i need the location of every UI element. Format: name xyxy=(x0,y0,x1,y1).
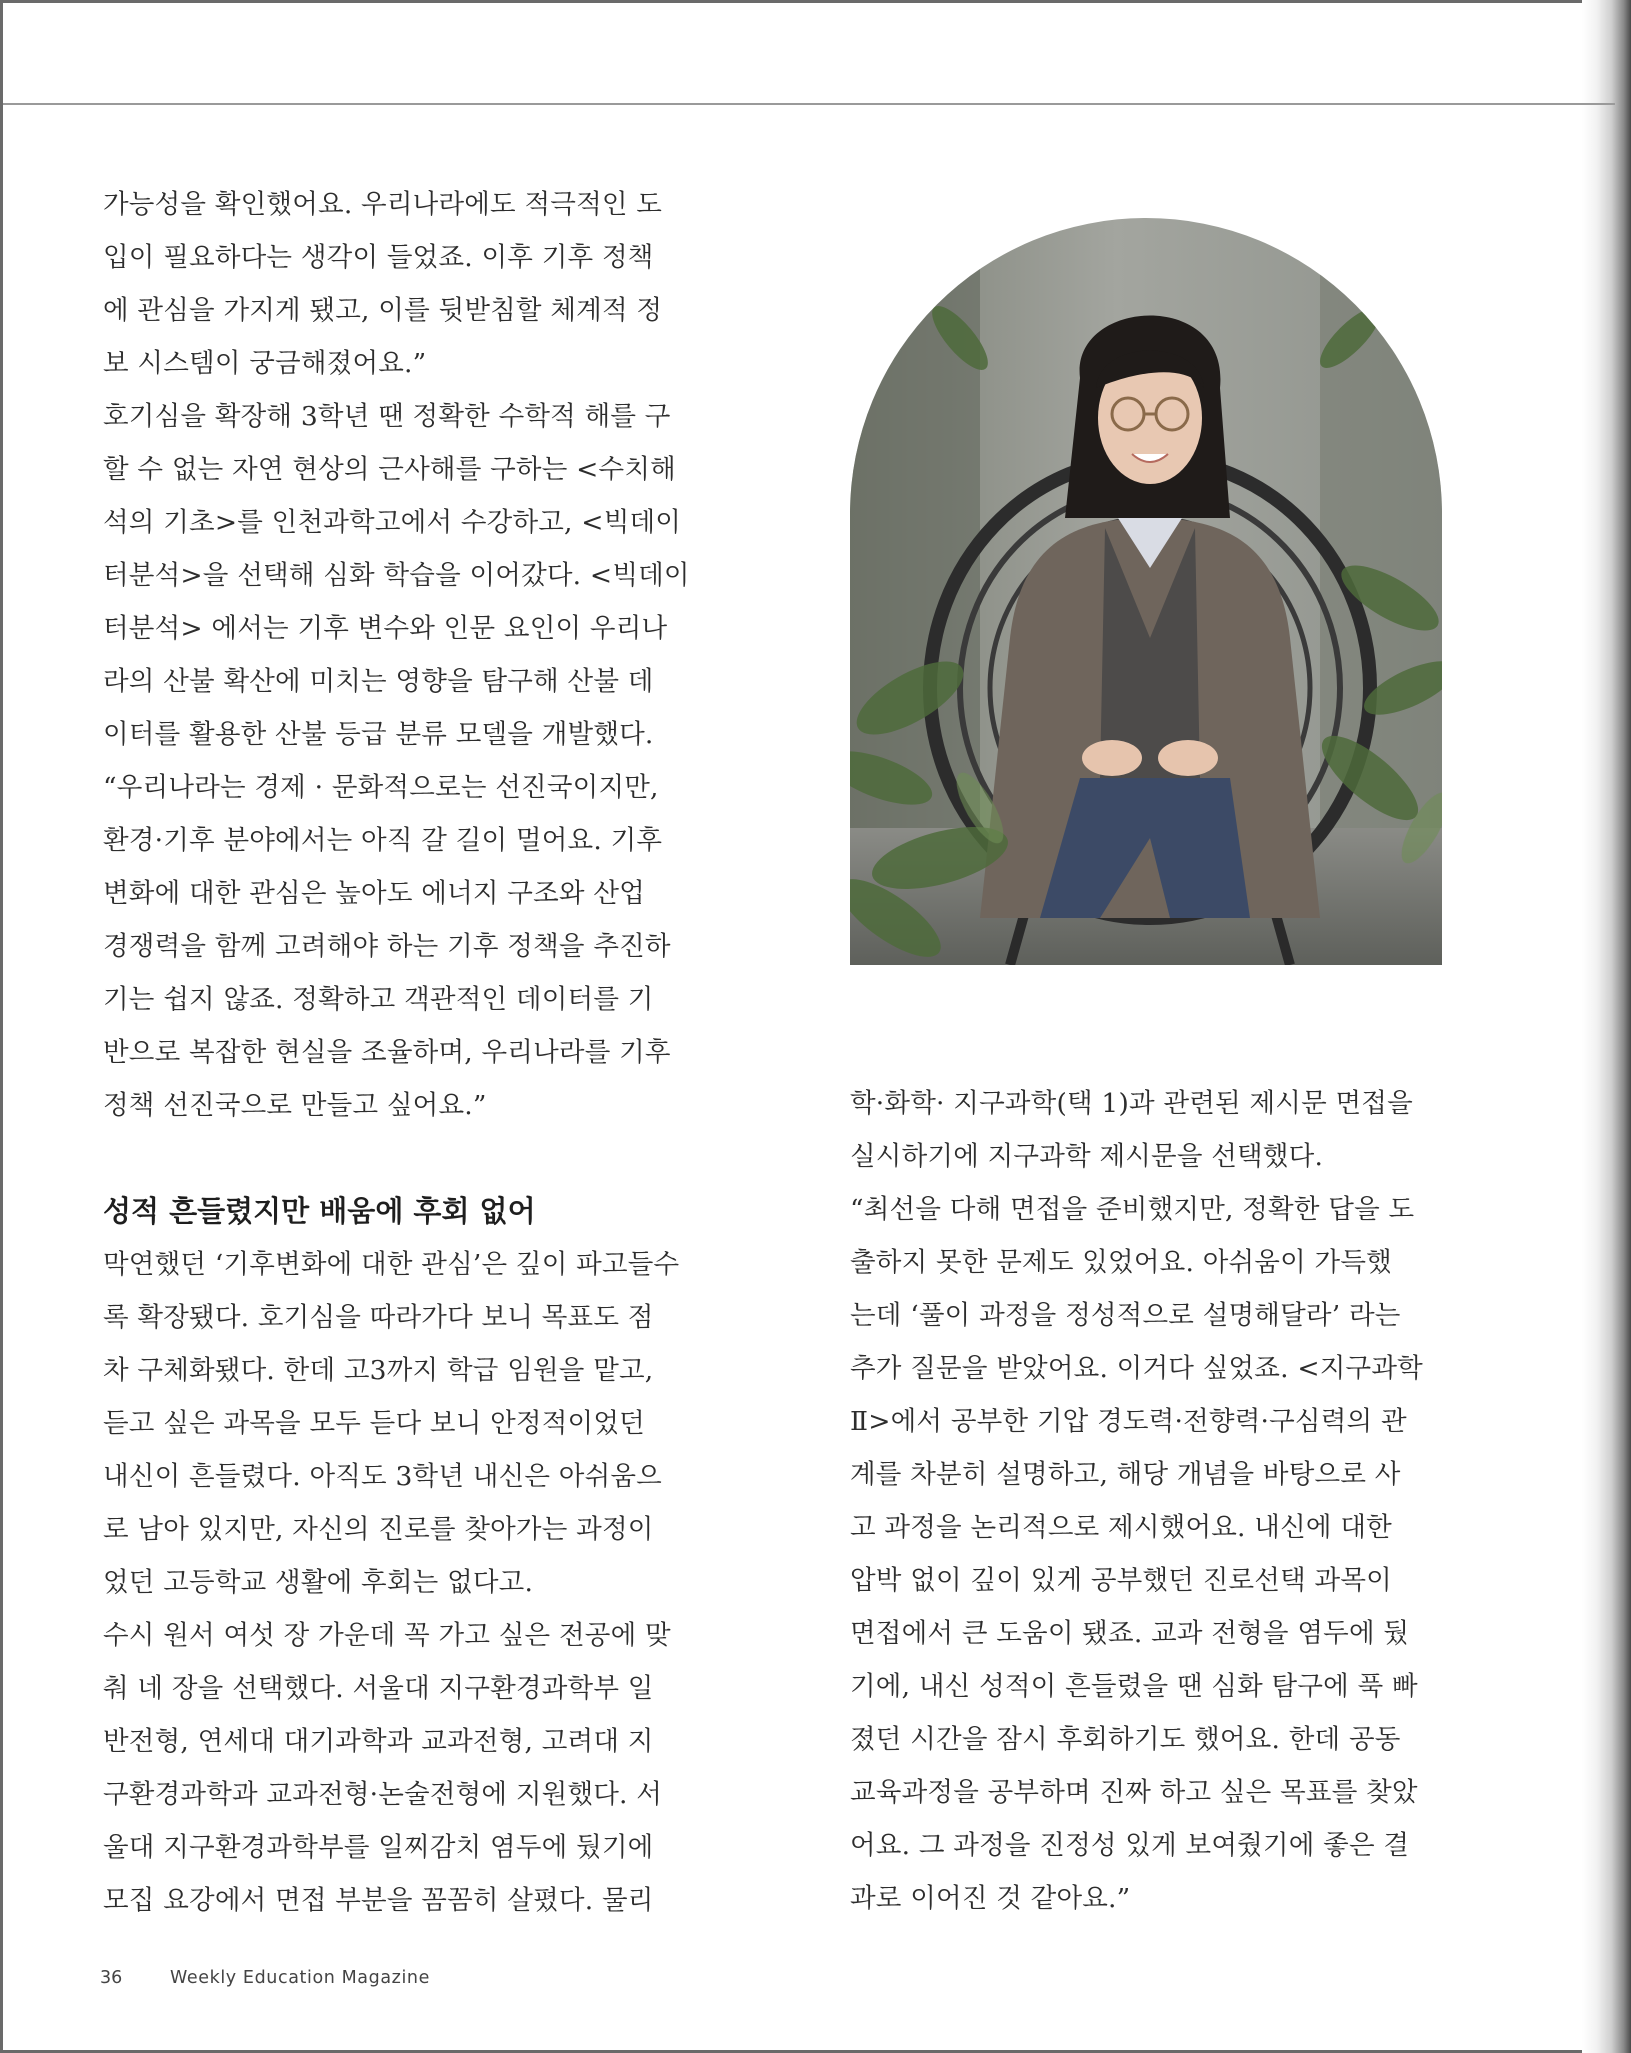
body-line: 가능성을 확인했어요. 우리나라에도 적극적인 도 xyxy=(103,189,663,220)
body-line: 기는 쉽지 않죠. 정확하고 객관적인 데이터를 기 xyxy=(103,984,654,1015)
body-line: 울대 지구환경과학부를 일찌감치 염두에 뒀기에 xyxy=(103,1832,654,1863)
body-line: 고 과정을 논리적으로 제시했어요. 내신에 대한 xyxy=(850,1512,1392,1543)
body-line: 추가 질문을 받았어요. 이거다 싶었죠. <지구과학 xyxy=(850,1353,1423,1384)
body-line: 호기심을 확장해 3학년 땐 정확한 수학적 해를 구 xyxy=(103,401,671,432)
right-column xyxy=(850,1077,1442,1925)
body-line: 환경·기후 분야에서는 아직 갈 길이 멀어요. 기후 xyxy=(103,825,663,856)
page-spine-shadow xyxy=(1582,0,1631,2053)
student-portrait-photo xyxy=(850,218,1442,965)
body-line: 압박 없이 깊이 있게 공부했던 진로선택 과목이 xyxy=(850,1565,1392,1596)
magazine-name: Weekly Education Magazine xyxy=(170,1968,430,1988)
body-line: 춰 네 장을 선택했다. 서울대 지구환경과학부 일 xyxy=(103,1673,654,1704)
body-line: 차 구체화됐다. 한데 고3까지 학급 임원을 맡고, xyxy=(103,1355,654,1386)
body-line: 구환경과학과 교과전형·논술전형에 지원했다. 서 xyxy=(103,1779,663,1810)
body-line: 학·화학· 지구과학(택 1)과 관련된 제시문 면접을 xyxy=(850,1088,1413,1119)
body-line: 모집 요강에서 면접 부분을 꼼꼼히 살폈다. 물리 xyxy=(103,1885,654,1916)
body-line: 막연했던 ‘기후변화에 대한 관심’은 깊이 파고들수 xyxy=(103,1249,680,1280)
body-line: 보 시스템이 궁금해졌어요.” xyxy=(103,348,427,379)
body-line: 과로 이어진 것 같아요.” xyxy=(850,1883,1131,1914)
body-line: 어요. 그 과정을 진정성 있게 보여줬기에 좋은 결 xyxy=(850,1830,1410,1861)
body-line: 내신이 흔들렸다. 아직도 3학년 내신은 아쉬움으 xyxy=(103,1461,662,1492)
body-line: 면접에서 큰 도움이 됐죠. 교과 전형을 염두에 뒀 xyxy=(850,1618,1410,1649)
body-line: 터분석> 에서는 기후 변수와 인문 요인이 우리나 xyxy=(103,613,668,644)
body-line: “우리나라는 경제 · 문화적으로는 선진국이지만, xyxy=(103,772,659,803)
body-line: 듣고 싶은 과목을 모두 듣다 보니 안정적이었던 xyxy=(103,1408,645,1439)
left-column xyxy=(103,178,695,1927)
body-line: 변화에 대한 관심은 높아도 에너지 구조와 산업 xyxy=(103,878,645,909)
body-line: 출하지 못한 문제도 있었어요. 아쉬움이 가득했 xyxy=(850,1247,1392,1278)
body-line: 경쟁력을 함께 고려해야 하는 기후 정책을 추진하 xyxy=(103,931,671,962)
page-border-left xyxy=(0,0,3,2053)
body-line: 반으로 복잡한 현실을 조율하며, 우리나라를 기후 xyxy=(103,1037,671,1068)
section-subheading: 성적 흔들렸지만 배움에 후회 없어 xyxy=(103,1194,536,1228)
body-line: 교육과정을 공부하며 진짜 하고 싶은 목표를 찾았 xyxy=(850,1777,1418,1808)
section-gap xyxy=(103,1132,695,1185)
header-divider xyxy=(3,103,1615,105)
body-line: 실시하기에 지구과학 제시문을 선택했다. xyxy=(850,1141,1324,1172)
body-line: 수시 원서 여섯 장 가운데 꼭 가고 싶은 전공에 맞 xyxy=(103,1620,671,1651)
body-line: 입이 필요하다는 생각이 들었죠. 이후 기후 정책 xyxy=(103,242,654,273)
body-line: 록 확장됐다. 호기심을 따라가다 보니 목표도 점 xyxy=(103,1302,654,1333)
body-line: 로 남아 있지만, 자신의 진로를 찾아가는 과정이 xyxy=(103,1514,654,1545)
portrait-illustration xyxy=(850,218,1442,965)
body-line: 졌던 시간을 잠시 후회하기도 했어요. 한데 공동 xyxy=(850,1724,1401,1755)
body-line: 터분석>을 선택해 심화 학습을 이어갔다. <빅데이 xyxy=(103,560,690,591)
body-line: 라의 산불 확산에 미치는 영향을 탐구해 산불 데 xyxy=(103,666,654,697)
body-line: 는데 ‘풀이 과정을 정성적으로 설명해달라’ 라는 xyxy=(850,1300,1401,1331)
body-line: 기에, 내신 성적이 흔들렸을 땐 심화 탐구에 푹 빠 xyxy=(850,1671,1418,1702)
body-line: 석의 기초>를 인천과학고에서 수강하고, <빅데이 xyxy=(103,507,682,538)
body-line: 반전형, 연세대 대기과학과 교과전형, 고려대 지 xyxy=(103,1726,654,1757)
body-line: 할 수 없는 자연 현상의 근사해를 구하는 <수치해 xyxy=(103,454,676,485)
body-line: Ⅱ>에서 공부한 기압 경도력·전향력·구심력의 관 xyxy=(850,1406,1407,1437)
body-line: “최선을 다해 면접을 준비했지만, 정확한 답을 도 xyxy=(850,1194,1415,1225)
body-line: 었던 고등학교 생활에 후회는 없다고. xyxy=(103,1567,534,1598)
page-border-top xyxy=(0,0,1631,3)
body-line: 에 관심을 가지게 됐고, 이를 뒷받침할 체계적 정 xyxy=(103,295,663,326)
page-footer xyxy=(100,1968,430,1988)
body-line: 정책 선진국으로 만들고 싶어요.” xyxy=(103,1090,487,1121)
page-number: 36 xyxy=(100,1968,123,1988)
body-line: 이터를 활용한 산불 등급 분류 모델을 개발했다. xyxy=(103,719,654,750)
body-line: 계를 차분히 설명하고, 해당 개념을 바탕으로 사 xyxy=(850,1459,1401,1490)
